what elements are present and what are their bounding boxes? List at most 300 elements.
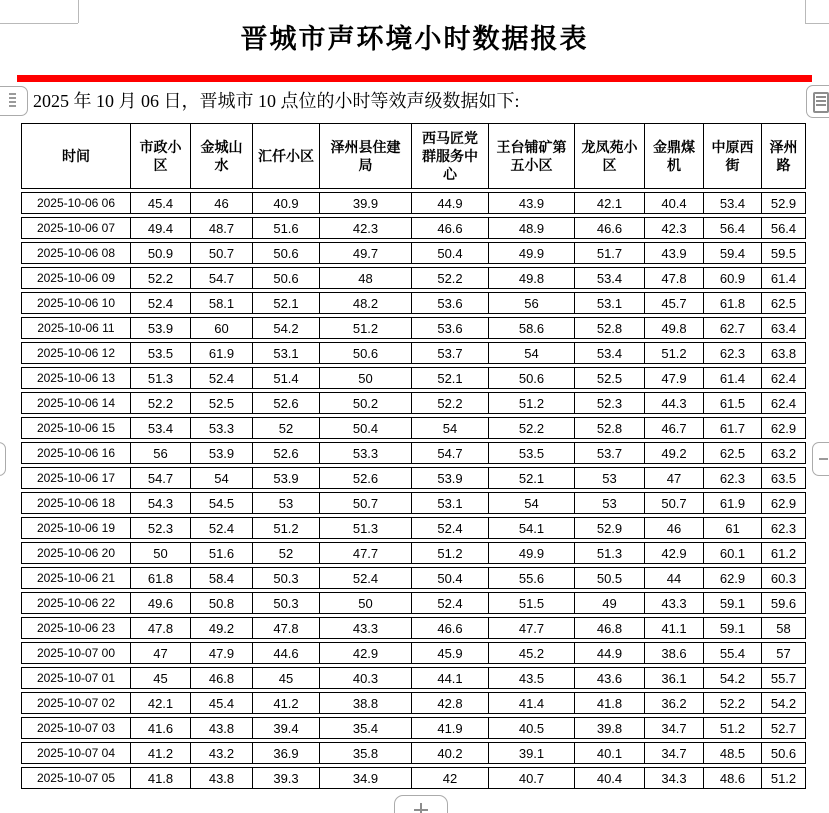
value-cell: 36.9 — [252, 742, 319, 764]
table-row — [21, 592, 806, 614]
value-cell: 62.3 — [703, 467, 761, 489]
table-row — [21, 217, 806, 239]
value-cell: 52.1 — [488, 467, 574, 489]
value-cell: 50.8 — [190, 592, 252, 614]
value-cell: 42.1 — [130, 692, 190, 714]
value-cell: 46.7 — [644, 417, 703, 439]
value-cell: 52.2 — [411, 392, 488, 414]
column-header: 泽州县住建局 — [319, 123, 411, 189]
value-cell: 47.7 — [319, 542, 411, 564]
value-cell: 50.6 — [252, 242, 319, 264]
table-row — [21, 642, 806, 664]
value-cell: 56 — [130, 442, 190, 464]
value-cell: 59.1 — [703, 592, 761, 614]
value-cell: 62.7 — [703, 317, 761, 339]
value-cell: 42.9 — [319, 642, 411, 664]
value-cell: 50.6 — [252, 267, 319, 289]
value-cell: 43.3 — [644, 592, 703, 614]
time-cell: 2025-10-06 09 — [21, 267, 130, 289]
value-cell: 53.4 — [703, 192, 761, 214]
value-cell: 41.8 — [574, 692, 644, 714]
value-cell: 52.3 — [130, 517, 190, 539]
value-cell: 39.8 — [574, 717, 644, 739]
value-cell: 38.6 — [644, 642, 703, 664]
value-cell: 42 — [411, 767, 488, 789]
value-cell: 61.4 — [761, 267, 806, 289]
value-cell: 47 — [644, 467, 703, 489]
value-cell: 53.9 — [252, 467, 319, 489]
value-cell: 43.9 — [644, 242, 703, 264]
value-cell: 50.2 — [319, 392, 411, 414]
value-cell: 48 — [319, 267, 411, 289]
value-cell: 62.9 — [761, 417, 806, 439]
table-row — [21, 317, 806, 339]
table-row — [21, 667, 806, 689]
value-cell: 52.1 — [411, 367, 488, 389]
value-cell: 52.9 — [761, 192, 806, 214]
time-cell: 2025-10-07 02 — [21, 692, 130, 714]
value-cell: 59.1 — [703, 617, 761, 639]
value-cell: 58 — [761, 617, 806, 639]
value-cell: 50.7 — [644, 492, 703, 514]
report-subtitle: 2025 年 10 月 06 日，晋城市 10 点位的小时等效声级数据如下: — [33, 91, 520, 111]
table-row — [21, 717, 806, 739]
value-cell: 52 — [252, 542, 319, 564]
value-cell: 52.2 — [130, 392, 190, 414]
value-cell: 45.4 — [190, 692, 252, 714]
collapse-dash-icon — [819, 458, 828, 460]
collapse-button-right[interactable] — [812, 442, 829, 476]
time-cell: 2025-10-06 22 — [21, 592, 130, 614]
column-header: 金鼎煤机 — [644, 123, 703, 189]
value-cell: 44.9 — [574, 642, 644, 664]
value-cell: 42.3 — [644, 217, 703, 239]
value-cell: 59.5 — [761, 242, 806, 264]
value-cell: 52.3 — [574, 392, 644, 414]
value-cell: 54 — [488, 342, 574, 364]
value-cell: 53.1 — [574, 292, 644, 314]
value-cell: 39.9 — [319, 192, 411, 214]
value-cell: 53.6 — [411, 317, 488, 339]
value-cell: 62.4 — [761, 367, 806, 389]
value-cell: 46 — [190, 192, 252, 214]
value-cell: 62.4 — [761, 392, 806, 414]
add-row-button[interactable] — [394, 795, 448, 813]
value-cell: 54.5 — [190, 492, 252, 514]
value-cell: 51.6 — [252, 217, 319, 239]
value-cell: 46 — [644, 517, 703, 539]
value-cell: 46.8 — [574, 617, 644, 639]
value-cell: 62.3 — [761, 517, 806, 539]
value-cell: 43.3 — [319, 617, 411, 639]
time-cell: 2025-10-07 00 — [21, 642, 130, 664]
value-cell: 50 — [130, 542, 190, 564]
value-cell: 53.5 — [488, 442, 574, 464]
value-cell: 54.2 — [761, 692, 806, 714]
value-cell: 52.4 — [411, 592, 488, 614]
value-cell: 45.7 — [644, 292, 703, 314]
value-cell: 53.7 — [574, 442, 644, 464]
time-cell: 2025-10-06 15 — [21, 417, 130, 439]
value-cell: 47.7 — [488, 617, 574, 639]
time-cell: 2025-10-07 03 — [21, 717, 130, 739]
value-cell: 53.6 — [411, 292, 488, 314]
value-cell: 43.8 — [190, 717, 252, 739]
value-cell: 54.7 — [411, 442, 488, 464]
time-cell: 2025-10-06 11 — [21, 317, 130, 339]
value-cell: 39.4 — [252, 717, 319, 739]
value-cell: 41.9 — [411, 717, 488, 739]
value-cell: 40.1 — [574, 742, 644, 764]
value-cell: 44.9 — [411, 192, 488, 214]
value-cell: 51.5 — [488, 592, 574, 614]
time-cell: 2025-10-06 21 — [21, 567, 130, 589]
time-cell: 2025-10-06 23 — [21, 617, 130, 639]
value-cell: 40.2 — [411, 742, 488, 764]
value-cell: 54.7 — [190, 267, 252, 289]
value-cell: 51.6 — [190, 542, 252, 564]
value-cell: 54 — [411, 417, 488, 439]
value-cell: 39.1 — [488, 742, 574, 764]
value-cell: 59.4 — [703, 242, 761, 264]
time-cell: 2025-10-06 16 — [21, 442, 130, 464]
value-cell: 52.4 — [190, 367, 252, 389]
value-cell: 50.9 — [130, 242, 190, 264]
value-cell: 53.9 — [130, 317, 190, 339]
value-cell: 35.4 — [319, 717, 411, 739]
value-cell: 53.4 — [574, 267, 644, 289]
value-cell: 52.8 — [574, 417, 644, 439]
value-cell: 63.4 — [761, 317, 806, 339]
value-cell: 52.2 — [130, 267, 190, 289]
value-cell: 61.9 — [703, 492, 761, 514]
value-cell: 54.2 — [252, 317, 319, 339]
time-cell: 2025-10-06 12 — [21, 342, 130, 364]
value-cell: 54.7 — [130, 467, 190, 489]
value-cell: 48.7 — [190, 217, 252, 239]
value-cell: 42.1 — [574, 192, 644, 214]
value-cell: 48.6 — [703, 767, 761, 789]
column-header: 西马匠党群服务中心 — [411, 123, 488, 189]
document-notes-icon — [813, 92, 829, 113]
value-cell: 53.9 — [411, 467, 488, 489]
value-cell: 34.9 — [319, 767, 411, 789]
value-cell: 51.7 — [574, 242, 644, 264]
value-cell: 45.4 — [130, 192, 190, 214]
report-title: 晋城市声环境小时数据报表 — [240, 24, 589, 54]
value-cell: 43.8 — [190, 767, 252, 789]
value-cell: 41.6 — [130, 717, 190, 739]
value-cell: 54 — [488, 492, 574, 514]
value-cell: 49.6 — [130, 592, 190, 614]
value-cell: 56.4 — [703, 217, 761, 239]
table-header-row — [21, 123, 806, 189]
time-cell: 2025-10-06 06 — [21, 192, 130, 214]
value-cell: 48.5 — [703, 742, 761, 764]
value-cell: 36.2 — [644, 692, 703, 714]
value-cell: 44.6 — [252, 642, 319, 664]
value-cell: 60 — [190, 317, 252, 339]
value-cell: 49.4 — [130, 217, 190, 239]
value-cell: 52 — [252, 417, 319, 439]
plus-icon — [414, 803, 428, 813]
value-cell: 34.3 — [644, 767, 703, 789]
value-cell: 47.8 — [644, 267, 703, 289]
value-cell: 41.1 — [644, 617, 703, 639]
value-cell: 62.3 — [703, 342, 761, 364]
value-cell: 48.2 — [319, 292, 411, 314]
value-cell: 51.2 — [319, 317, 411, 339]
value-cell: 55.7 — [761, 667, 806, 689]
value-cell: 56.4 — [761, 217, 806, 239]
value-cell: 63.2 — [761, 442, 806, 464]
column-header: 市政小区 — [130, 123, 190, 189]
value-cell: 49.2 — [190, 617, 252, 639]
value-cell: 52.8 — [574, 317, 644, 339]
table-row — [21, 417, 806, 439]
table-row — [21, 442, 806, 464]
value-cell: 40.9 — [252, 192, 319, 214]
value-cell: 62.5 — [761, 292, 806, 314]
value-cell: 61.9 — [190, 342, 252, 364]
value-cell: 62.5 — [703, 442, 761, 464]
value-cell: 58.4 — [190, 567, 252, 589]
value-cell: 50.6 — [761, 742, 806, 764]
time-cell: 2025-10-07 05 — [21, 767, 130, 789]
value-cell: 54 — [190, 467, 252, 489]
value-cell: 46.6 — [411, 217, 488, 239]
report-table-container — [21, 120, 806, 792]
value-cell: 61.7 — [703, 417, 761, 439]
value-cell: 50.3 — [252, 567, 319, 589]
value-cell: 50.3 — [252, 592, 319, 614]
value-cell: 51.4 — [252, 367, 319, 389]
value-cell: 52.4 — [190, 517, 252, 539]
value-cell: 34.7 — [644, 742, 703, 764]
table-row — [21, 192, 806, 214]
value-cell: 46.6 — [411, 617, 488, 639]
value-cell: 50.6 — [319, 342, 411, 364]
time-cell: 2025-10-07 04 — [21, 742, 130, 764]
table-row — [21, 517, 806, 539]
value-cell: 53.3 — [190, 417, 252, 439]
value-cell: 52.9 — [574, 517, 644, 539]
value-cell: 49 — [574, 592, 644, 614]
value-cell: 44.1 — [411, 667, 488, 689]
value-cell: 52.4 — [319, 567, 411, 589]
value-cell: 35.8 — [319, 742, 411, 764]
value-cell: 52.2 — [703, 692, 761, 714]
value-cell: 45.2 — [488, 642, 574, 664]
column-header: 泽州路 — [761, 123, 806, 189]
value-cell: 57 — [761, 642, 806, 664]
value-cell: 61.8 — [703, 292, 761, 314]
value-cell: 52.5 — [574, 367, 644, 389]
value-cell: 45 — [252, 667, 319, 689]
value-cell: 39.3 — [252, 767, 319, 789]
value-cell: 43.9 — [488, 192, 574, 214]
column-header: 王台铺矿第五小区 — [488, 123, 574, 189]
value-cell: 40.5 — [488, 717, 574, 739]
value-cell: 42.9 — [644, 542, 703, 564]
value-cell: 61.8 — [130, 567, 190, 589]
table-row — [21, 567, 806, 589]
value-cell: 51.2 — [411, 542, 488, 564]
value-cell: 51.2 — [252, 517, 319, 539]
value-cell: 51.2 — [644, 342, 703, 364]
value-cell: 49.9 — [488, 542, 574, 564]
value-cell: 49.7 — [319, 242, 411, 264]
table-row — [21, 267, 806, 289]
value-cell: 51.2 — [703, 717, 761, 739]
value-cell: 49.8 — [644, 317, 703, 339]
value-cell: 43.2 — [190, 742, 252, 764]
value-cell: 60.9 — [703, 267, 761, 289]
value-cell: 51.2 — [761, 767, 806, 789]
value-cell: 62.9 — [703, 567, 761, 589]
value-cell: 43.6 — [574, 667, 644, 689]
value-cell: 49.2 — [644, 442, 703, 464]
value-cell: 48.9 — [488, 217, 574, 239]
table-row — [21, 617, 806, 639]
value-cell: 63.5 — [761, 467, 806, 489]
column-header: 龙凤苑小区 — [574, 123, 644, 189]
value-cell: 52.4 — [130, 292, 190, 314]
value-cell: 52.4 — [411, 517, 488, 539]
value-cell: 55.4 — [703, 642, 761, 664]
time-cell: 2025-10-06 13 — [21, 367, 130, 389]
table-row — [21, 542, 806, 564]
value-cell: 42.8 — [411, 692, 488, 714]
time-cell: 2025-10-06 10 — [21, 292, 130, 314]
value-cell: 53.5 — [130, 342, 190, 364]
value-cell: 50.4 — [319, 417, 411, 439]
value-cell: 50.6 — [488, 367, 574, 389]
value-cell: 45.9 — [411, 642, 488, 664]
table-row — [21, 392, 806, 414]
value-cell: 56 — [488, 292, 574, 314]
value-cell: 50.7 — [319, 492, 411, 514]
collapse-button-left[interactable] — [0, 442, 6, 476]
value-cell: 61.5 — [703, 392, 761, 414]
value-cell: 62.9 — [761, 492, 806, 514]
value-cell: 41.2 — [130, 742, 190, 764]
value-cell: 45 — [130, 667, 190, 689]
value-cell: 59.6 — [761, 592, 806, 614]
value-cell: 38.8 — [319, 692, 411, 714]
time-cell: 2025-10-06 08 — [21, 242, 130, 264]
value-cell: 58.6 — [488, 317, 574, 339]
value-cell: 54.3 — [130, 492, 190, 514]
document-notes-button[interactable] — [806, 85, 829, 118]
value-cell: 61.4 — [703, 367, 761, 389]
value-cell: 47.9 — [190, 642, 252, 664]
value-cell: 47.8 — [130, 617, 190, 639]
table-row — [21, 492, 806, 514]
value-cell: 50.4 — [411, 242, 488, 264]
value-cell: 53.1 — [411, 492, 488, 514]
value-cell: 40.4 — [574, 767, 644, 789]
value-cell: 52.6 — [319, 467, 411, 489]
time-cell: 2025-10-06 07 — [21, 217, 130, 239]
value-cell: 53.4 — [574, 342, 644, 364]
value-cell: 47.9 — [644, 367, 703, 389]
drag-handle-icon — [9, 93, 16, 109]
table-row — [21, 292, 806, 314]
value-cell: 51.3 — [574, 542, 644, 564]
value-cell: 52.1 — [252, 292, 319, 314]
value-cell: 53.7 — [411, 342, 488, 364]
value-cell: 47 — [130, 642, 190, 664]
value-cell: 53 — [574, 492, 644, 514]
value-cell: 41.2 — [252, 692, 319, 714]
value-cell: 55.6 — [488, 567, 574, 589]
table-row — [21, 367, 806, 389]
value-cell: 41.4 — [488, 692, 574, 714]
table-row — [21, 767, 806, 789]
value-cell: 53.3 — [319, 442, 411, 464]
value-cell: 36.1 — [644, 667, 703, 689]
value-cell: 47.8 — [252, 617, 319, 639]
column-header-time: 时间 — [21, 123, 130, 189]
value-cell: 53 — [574, 467, 644, 489]
value-cell: 41.8 — [130, 767, 190, 789]
value-cell: 52.6 — [252, 442, 319, 464]
value-cell: 44 — [644, 567, 703, 589]
column-header: 中原西街 — [703, 123, 761, 189]
value-cell: 53.9 — [190, 442, 252, 464]
time-cell: 2025-10-06 19 — [21, 517, 130, 539]
column-header: 金城山水 — [190, 123, 252, 189]
table-row — [21, 342, 806, 364]
column-header: 汇仟小区 — [252, 123, 319, 189]
value-cell: 50.5 — [574, 567, 644, 589]
value-cell: 63.8 — [761, 342, 806, 364]
drag-handle-button[interactable] — [0, 86, 28, 116]
value-cell: 43.5 — [488, 667, 574, 689]
value-cell: 42.3 — [319, 217, 411, 239]
table-row — [21, 467, 806, 489]
time-cell: 2025-10-07 01 — [21, 667, 130, 689]
value-cell: 46.8 — [190, 667, 252, 689]
table-row — [21, 692, 806, 714]
report-table — [21, 120, 806, 792]
value-cell: 51.3 — [319, 517, 411, 539]
value-cell: 50.4 — [411, 567, 488, 589]
time-cell: 2025-10-06 20 — [21, 542, 130, 564]
value-cell: 54.2 — [703, 667, 761, 689]
value-cell: 52.5 — [190, 392, 252, 414]
value-cell: 60.1 — [703, 542, 761, 564]
value-cell: 54.1 — [488, 517, 574, 539]
value-cell: 52.2 — [411, 267, 488, 289]
value-cell: 61.2 — [761, 542, 806, 564]
table-row — [21, 242, 806, 264]
value-cell: 49.9 — [488, 242, 574, 264]
value-cell: 52.7 — [761, 717, 806, 739]
value-cell: 51.2 — [488, 392, 574, 414]
value-cell: 40.7 — [488, 767, 574, 789]
value-cell: 52.2 — [488, 417, 574, 439]
value-cell: 50.7 — [190, 242, 252, 264]
value-cell: 40.4 — [644, 192, 703, 214]
time-cell: 2025-10-06 14 — [21, 392, 130, 414]
value-cell: 34.7 — [644, 717, 703, 739]
value-cell: 61 — [703, 517, 761, 539]
value-cell: 49.8 — [488, 267, 574, 289]
table-row — [21, 742, 806, 764]
value-cell: 46.6 — [574, 217, 644, 239]
